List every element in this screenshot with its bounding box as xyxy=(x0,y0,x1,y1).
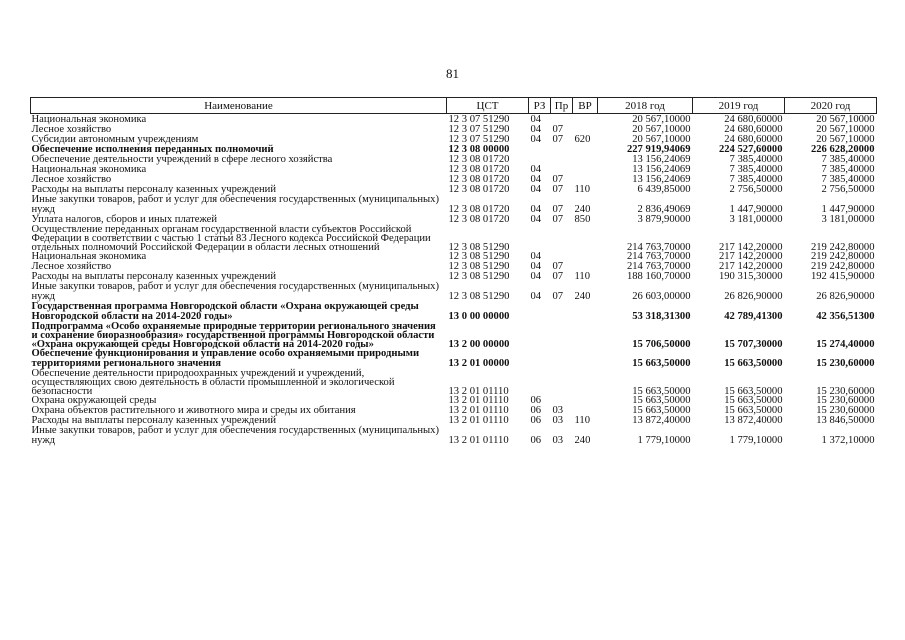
row-name-cell: Национальная экономика xyxy=(31,164,147,175)
row-2020-cell: 20 567,10000 xyxy=(816,114,875,125)
row-2018-cell: 13 156,24069 xyxy=(632,164,691,175)
row-2019-cell: 2 756,50000 xyxy=(729,184,783,195)
row-rz-cell: 06 xyxy=(530,415,542,426)
table-row xyxy=(31,282,877,302)
row-rz-cell: 04 xyxy=(530,261,542,272)
row-cst-cell: 12 3 08 51290 xyxy=(448,271,510,282)
row-rz-cell: 04 xyxy=(530,214,542,225)
row-2020-cell: 15 274,40000 xyxy=(816,339,875,350)
row-2018-cell: 15 663,50000 xyxy=(632,386,691,397)
row-rz-cell xyxy=(529,349,551,369)
row-pr-cell: 07 xyxy=(552,271,564,282)
row-2020-cell: 15 230,60000 xyxy=(816,358,875,369)
column-header-rz: РЗ xyxy=(529,98,551,114)
row-2020-cell: 219 242,80000 xyxy=(810,242,875,253)
row-cst-cell: 13 0 00 00000 xyxy=(448,311,510,322)
row-vr-cell xyxy=(573,349,598,369)
row-2020-cell: 42 356,51300 xyxy=(816,311,875,322)
row-name-cell: Обеспечение исполнения переданных полномочий xyxy=(31,144,274,155)
table-row xyxy=(31,322,877,349)
row-vr-cell: 850 xyxy=(574,214,591,225)
table-body xyxy=(31,114,877,447)
row-pr-cell: 07 xyxy=(552,291,564,302)
row-2018-cell: 214 763,70000 xyxy=(626,261,691,272)
table-row xyxy=(31,302,877,322)
row-2020-cell: 1 372,10000 xyxy=(821,435,875,446)
row-pr-cell: 07 xyxy=(552,174,564,185)
row-pr-cell: 03 xyxy=(552,405,564,416)
row-vr-cell: 110 xyxy=(574,271,590,282)
row-rz-cell: 04 xyxy=(530,164,542,175)
row-rz-cell xyxy=(529,369,551,396)
row-name-cell: Уплата налогов, сборов и иных платежей xyxy=(31,214,218,225)
row-2018-cell: 26 603,00000 xyxy=(632,291,691,302)
row-2020-cell: 15 230,60000 xyxy=(816,386,875,397)
row-name-cell: Субсидии автономным учреждениям xyxy=(31,134,199,145)
table-row xyxy=(31,349,877,369)
row-2019-cell: 224 527,60000 xyxy=(718,144,783,155)
row-name-cell: Иные закупки товаров, работ и услуг для обеспечения государственных (муниципальных) нужд xyxy=(31,194,439,215)
column-header-name: Наименование xyxy=(31,98,447,114)
row-2019-cell: 42 789,41300 xyxy=(724,311,783,322)
row-pr-cell: 07 xyxy=(552,134,564,145)
row-2018-cell: 15 663,50000 xyxy=(632,395,691,406)
row-cst-cell: 12 3 08 00000 xyxy=(448,144,510,155)
row-cst-cell: 12 3 08 51290 xyxy=(448,242,510,253)
row-rz-cell: 04 xyxy=(530,271,542,282)
row-2020-cell: 219 242,80000 xyxy=(810,261,875,272)
row-name-cell: Национальная экономика xyxy=(31,114,147,125)
row-2019-cell: 24 680,60000 xyxy=(724,134,783,145)
column-header-vr: ВР xyxy=(573,98,598,114)
row-name-cell: Обеспечение деятельности природоохранных учреждений и учреждений, осуществляющих свою деятельность в области промышленной и экологической безопасности xyxy=(31,368,395,397)
row-2020-cell: 15 230,60000 xyxy=(816,405,875,416)
row-name-cell: Лесное хозяйство xyxy=(31,124,112,135)
column-header-2020: 2020 год xyxy=(785,98,877,114)
row-vr-cell xyxy=(573,252,598,262)
row-2019-cell: 15 663,50000 xyxy=(724,386,783,397)
row-cst-cell: 12 3 08 51290 xyxy=(448,251,510,262)
row-name-cell: Расходы на выплаты персоналу казенных учреждений xyxy=(31,271,276,282)
row-vr-cell xyxy=(573,145,598,155)
row-2018-cell: 214 763,70000 xyxy=(626,242,691,253)
row-2019-cell: 190 315,30000 xyxy=(718,271,783,282)
row-vr-cell xyxy=(573,225,598,252)
row-2019-cell: 26 826,90000 xyxy=(724,291,783,302)
row-vr-cell xyxy=(573,369,598,396)
row-name-cell: Лесное хозяйство xyxy=(31,174,112,185)
row-2020-cell: 26 826,90000 xyxy=(816,291,875,302)
row-cst-cell: 12 3 08 01720 xyxy=(448,184,510,195)
row-name-cell: Лесное хозяйство xyxy=(31,261,112,272)
row-rz-cell: 04 xyxy=(530,184,542,195)
row-2019-cell: 1 447,90000 xyxy=(729,204,783,215)
row-name-cell: Обеспечение функционирования и управление особо охраняемыми природными территориями регионального значения xyxy=(31,348,420,369)
row-2020-cell: 20 567,10000 xyxy=(816,124,875,135)
row-name-cell: Осуществление переданных органам государственной власти субъектов Российской Федерации в соответствии с частью 1 статьи 83 Лесного кодекса Российской Федерации отдельных полномочий Российской Федерации в области лесных отношений xyxy=(31,224,431,253)
row-name-cell: Подпрограмма «Особо охраняемые природные территории регионального значения и сохранение биоразнообразия» государственной программы Новгородской области «Охрана окружающей среды Новгородской области на 2014-2020 годы» xyxy=(31,321,436,350)
row-name-cell: Охрана объектов растительного и животного мира и среды их обитания xyxy=(31,405,356,416)
row-2020-cell: 226 628,20000 xyxy=(810,144,875,155)
row-name-cell: Расходы на выплаты персоналу казенных учреждений xyxy=(31,184,276,195)
row-rz-cell: 06 xyxy=(530,435,542,446)
row-2020-cell: 7 385,40000 xyxy=(821,154,875,165)
row-name-cell: Иные закупки товаров, работ и услуг для обеспечения государственных (муниципальных) нужд xyxy=(31,281,439,302)
row-2018-cell: 53 318,31300 xyxy=(632,311,691,322)
row-vr-cell: 240 xyxy=(574,291,591,302)
row-2019-cell: 7 385,40000 xyxy=(729,174,783,185)
row-2018-cell: 20 567,10000 xyxy=(632,114,691,125)
row-2020-cell: 3 181,00000 xyxy=(821,214,875,225)
row-cst-cell: 13 2 01 01110 xyxy=(448,405,509,416)
row-name-cell: Национальная экономика xyxy=(31,251,147,262)
row-name-cell: Расходы на выплаты персоналу казенных учреждений xyxy=(31,415,276,426)
row-vr-cell xyxy=(573,155,598,165)
row-rz-cell: 06 xyxy=(530,405,542,416)
column-header-cst: ЦСТ xyxy=(447,98,529,114)
row-cst-cell: 12 3 08 01720 xyxy=(448,154,510,165)
row-cst-cell: 13 2 01 01110 xyxy=(448,415,509,426)
row-rz-cell xyxy=(529,322,551,349)
row-vr-cell: 620 xyxy=(574,134,591,145)
row-rz-cell xyxy=(529,302,551,322)
table-row xyxy=(31,195,877,215)
row-pr-cell xyxy=(551,349,573,369)
row-2020-cell: 219 242,80000 xyxy=(810,251,875,262)
row-vr-cell: 240 xyxy=(574,204,591,215)
row-cst-cell: 12 3 08 01720 xyxy=(448,214,510,225)
row-vr-cell: 240 xyxy=(574,435,591,446)
row-2019-cell: 15 663,50000 xyxy=(724,395,783,406)
row-cst-cell: 12 3 08 01720 xyxy=(448,164,510,175)
row-cst-cell: 13 2 01 01110 xyxy=(448,395,509,406)
row-cst-cell: 12 3 08 51290 xyxy=(448,261,510,272)
row-cst-cell: 12 3 08 51290 xyxy=(448,291,510,302)
column-header-2018: 2018 год xyxy=(598,98,693,114)
row-cst-cell: 12 3 08 01720 xyxy=(448,174,510,185)
row-pr-cell: 07 xyxy=(552,261,564,272)
row-vr-cell: 110 xyxy=(574,184,590,195)
row-2020-cell: 20 567,10000 xyxy=(816,134,875,145)
row-pr-cell xyxy=(551,302,573,322)
row-2018-cell: 15 706,50000 xyxy=(632,339,691,350)
row-pr-cell: 03 xyxy=(552,415,564,426)
row-2019-cell: 7 385,40000 xyxy=(729,154,783,165)
row-2019-cell: 3 181,00000 xyxy=(729,214,783,225)
row-vr-cell xyxy=(573,302,598,322)
row-name-cell: Государственная программа Новгородской области «Охрана окружающей среды Новгородской области на 2014-2020 годы» xyxy=(31,301,419,322)
budget-table xyxy=(30,97,877,446)
row-2019-cell: 217 142,20000 xyxy=(718,251,783,262)
row-2018-cell: 20 567,10000 xyxy=(632,134,691,145)
row-rz-cell: 04 xyxy=(530,204,542,215)
row-2019-cell: 217 142,20000 xyxy=(718,261,783,272)
row-2018-cell: 3 879,90000 xyxy=(637,214,691,225)
row-2019-cell: 15 663,50000 xyxy=(724,358,783,369)
row-pr-cell xyxy=(551,369,573,396)
row-2018-cell: 227 919,94069 xyxy=(626,144,691,155)
row-rz-cell: 04 xyxy=(530,124,542,135)
row-rz-cell: 04 xyxy=(530,291,542,302)
row-pr-cell xyxy=(551,155,573,165)
row-2020-cell: 7 385,40000 xyxy=(821,164,875,175)
row-2018-cell: 13 156,24069 xyxy=(632,154,691,165)
row-cst-cell: 12 3 07 51290 xyxy=(448,124,510,135)
row-2019-cell: 15 707,30000 xyxy=(724,339,783,350)
row-rz-cell: 06 xyxy=(530,395,542,406)
row-cst-cell: 12 3 08 01720 xyxy=(448,204,510,215)
row-2020-cell: 15 230,60000 xyxy=(816,395,875,406)
row-name-cell: Иные закупки товаров, работ и услуг для обеспечения государственных (муниципальных) нужд xyxy=(31,425,439,446)
row-2018-cell: 15 663,50000 xyxy=(632,358,691,369)
row-vr-cell xyxy=(573,165,598,175)
table-row xyxy=(31,426,877,446)
row-pr-cell xyxy=(551,145,573,155)
table-header-row xyxy=(31,98,877,114)
row-pr-cell: 07 xyxy=(552,184,564,195)
row-2018-cell: 2 836,49069 xyxy=(637,204,691,215)
row-2019-cell: 24 680,60000 xyxy=(724,124,783,135)
row-pr-cell xyxy=(551,225,573,252)
row-2018-cell: 15 663,50000 xyxy=(632,405,691,416)
row-2018-cell: 13 872,40000 xyxy=(632,415,691,426)
row-pr-cell: 07 xyxy=(552,204,564,215)
row-2018-cell: 13 156,24069 xyxy=(632,174,691,185)
column-header-2019: 2019 год xyxy=(693,98,785,114)
row-pr-cell xyxy=(551,322,573,349)
row-cst-cell: 12 3 07 51290 xyxy=(448,114,510,125)
row-2018-cell: 1 779,10000 xyxy=(637,435,691,446)
row-rz-cell: 04 xyxy=(530,134,542,145)
row-2019-cell: 13 872,40000 xyxy=(724,415,783,426)
row-rz-cell: 04 xyxy=(530,174,542,185)
row-2020-cell: 1 447,90000 xyxy=(821,204,875,215)
row-cst-cell: 13 2 01 01110 xyxy=(448,435,509,446)
row-cst-cell: 13 2 01 01110 xyxy=(448,386,509,397)
row-2018-cell: 188 160,70000 xyxy=(626,271,691,282)
row-2019-cell: 15 663,50000 xyxy=(724,405,783,416)
row-vr-cell xyxy=(573,114,598,126)
row-vr-cell: 110 xyxy=(574,415,590,426)
page-number: 81 xyxy=(446,66,459,81)
row-2019-cell: 24 680,60000 xyxy=(724,114,783,125)
row-pr-cell: 07 xyxy=(552,214,564,225)
row-2019-cell: 7 385,40000 xyxy=(729,164,783,175)
row-2018-cell: 6 439,85000 xyxy=(637,184,691,195)
row-vr-cell xyxy=(573,322,598,349)
row-name-cell: Охрана окружающей среды xyxy=(31,395,157,406)
row-2020-cell: 192 415,90000 xyxy=(810,271,875,282)
row-pr-cell: 03 xyxy=(552,435,564,446)
column-header-pr: Пр xyxy=(551,98,573,114)
row-2020-cell: 7 385,40000 xyxy=(821,174,875,185)
table-row xyxy=(31,369,877,396)
row-cst-cell: 13 2 01 00000 xyxy=(448,358,510,369)
row-2019-cell: 217 142,20000 xyxy=(718,242,783,253)
row-cst-cell: 13 2 00 00000 xyxy=(448,339,510,350)
row-cst-cell: 12 3 07 51290 xyxy=(448,134,510,145)
row-2020-cell: 13 846,50000 xyxy=(816,415,875,426)
table-row xyxy=(31,225,877,252)
row-rz-cell: 04 xyxy=(530,114,542,125)
row-2019-cell: 1 779,10000 xyxy=(729,435,783,446)
row-rz-cell xyxy=(529,225,551,252)
row-rz-cell xyxy=(529,145,551,155)
row-2018-cell: 214 763,70000 xyxy=(626,251,691,262)
row-2018-cell: 20 567,10000 xyxy=(632,124,691,135)
row-2020-cell: 2 756,50000 xyxy=(821,184,875,195)
row-rz-cell: 04 xyxy=(530,251,542,262)
row-name-cell: Обеспечение деятельности учреждений в сфере лесного хозяйства xyxy=(31,154,333,165)
row-pr-cell: 07 xyxy=(552,124,564,135)
row-vr-cell xyxy=(573,396,598,406)
